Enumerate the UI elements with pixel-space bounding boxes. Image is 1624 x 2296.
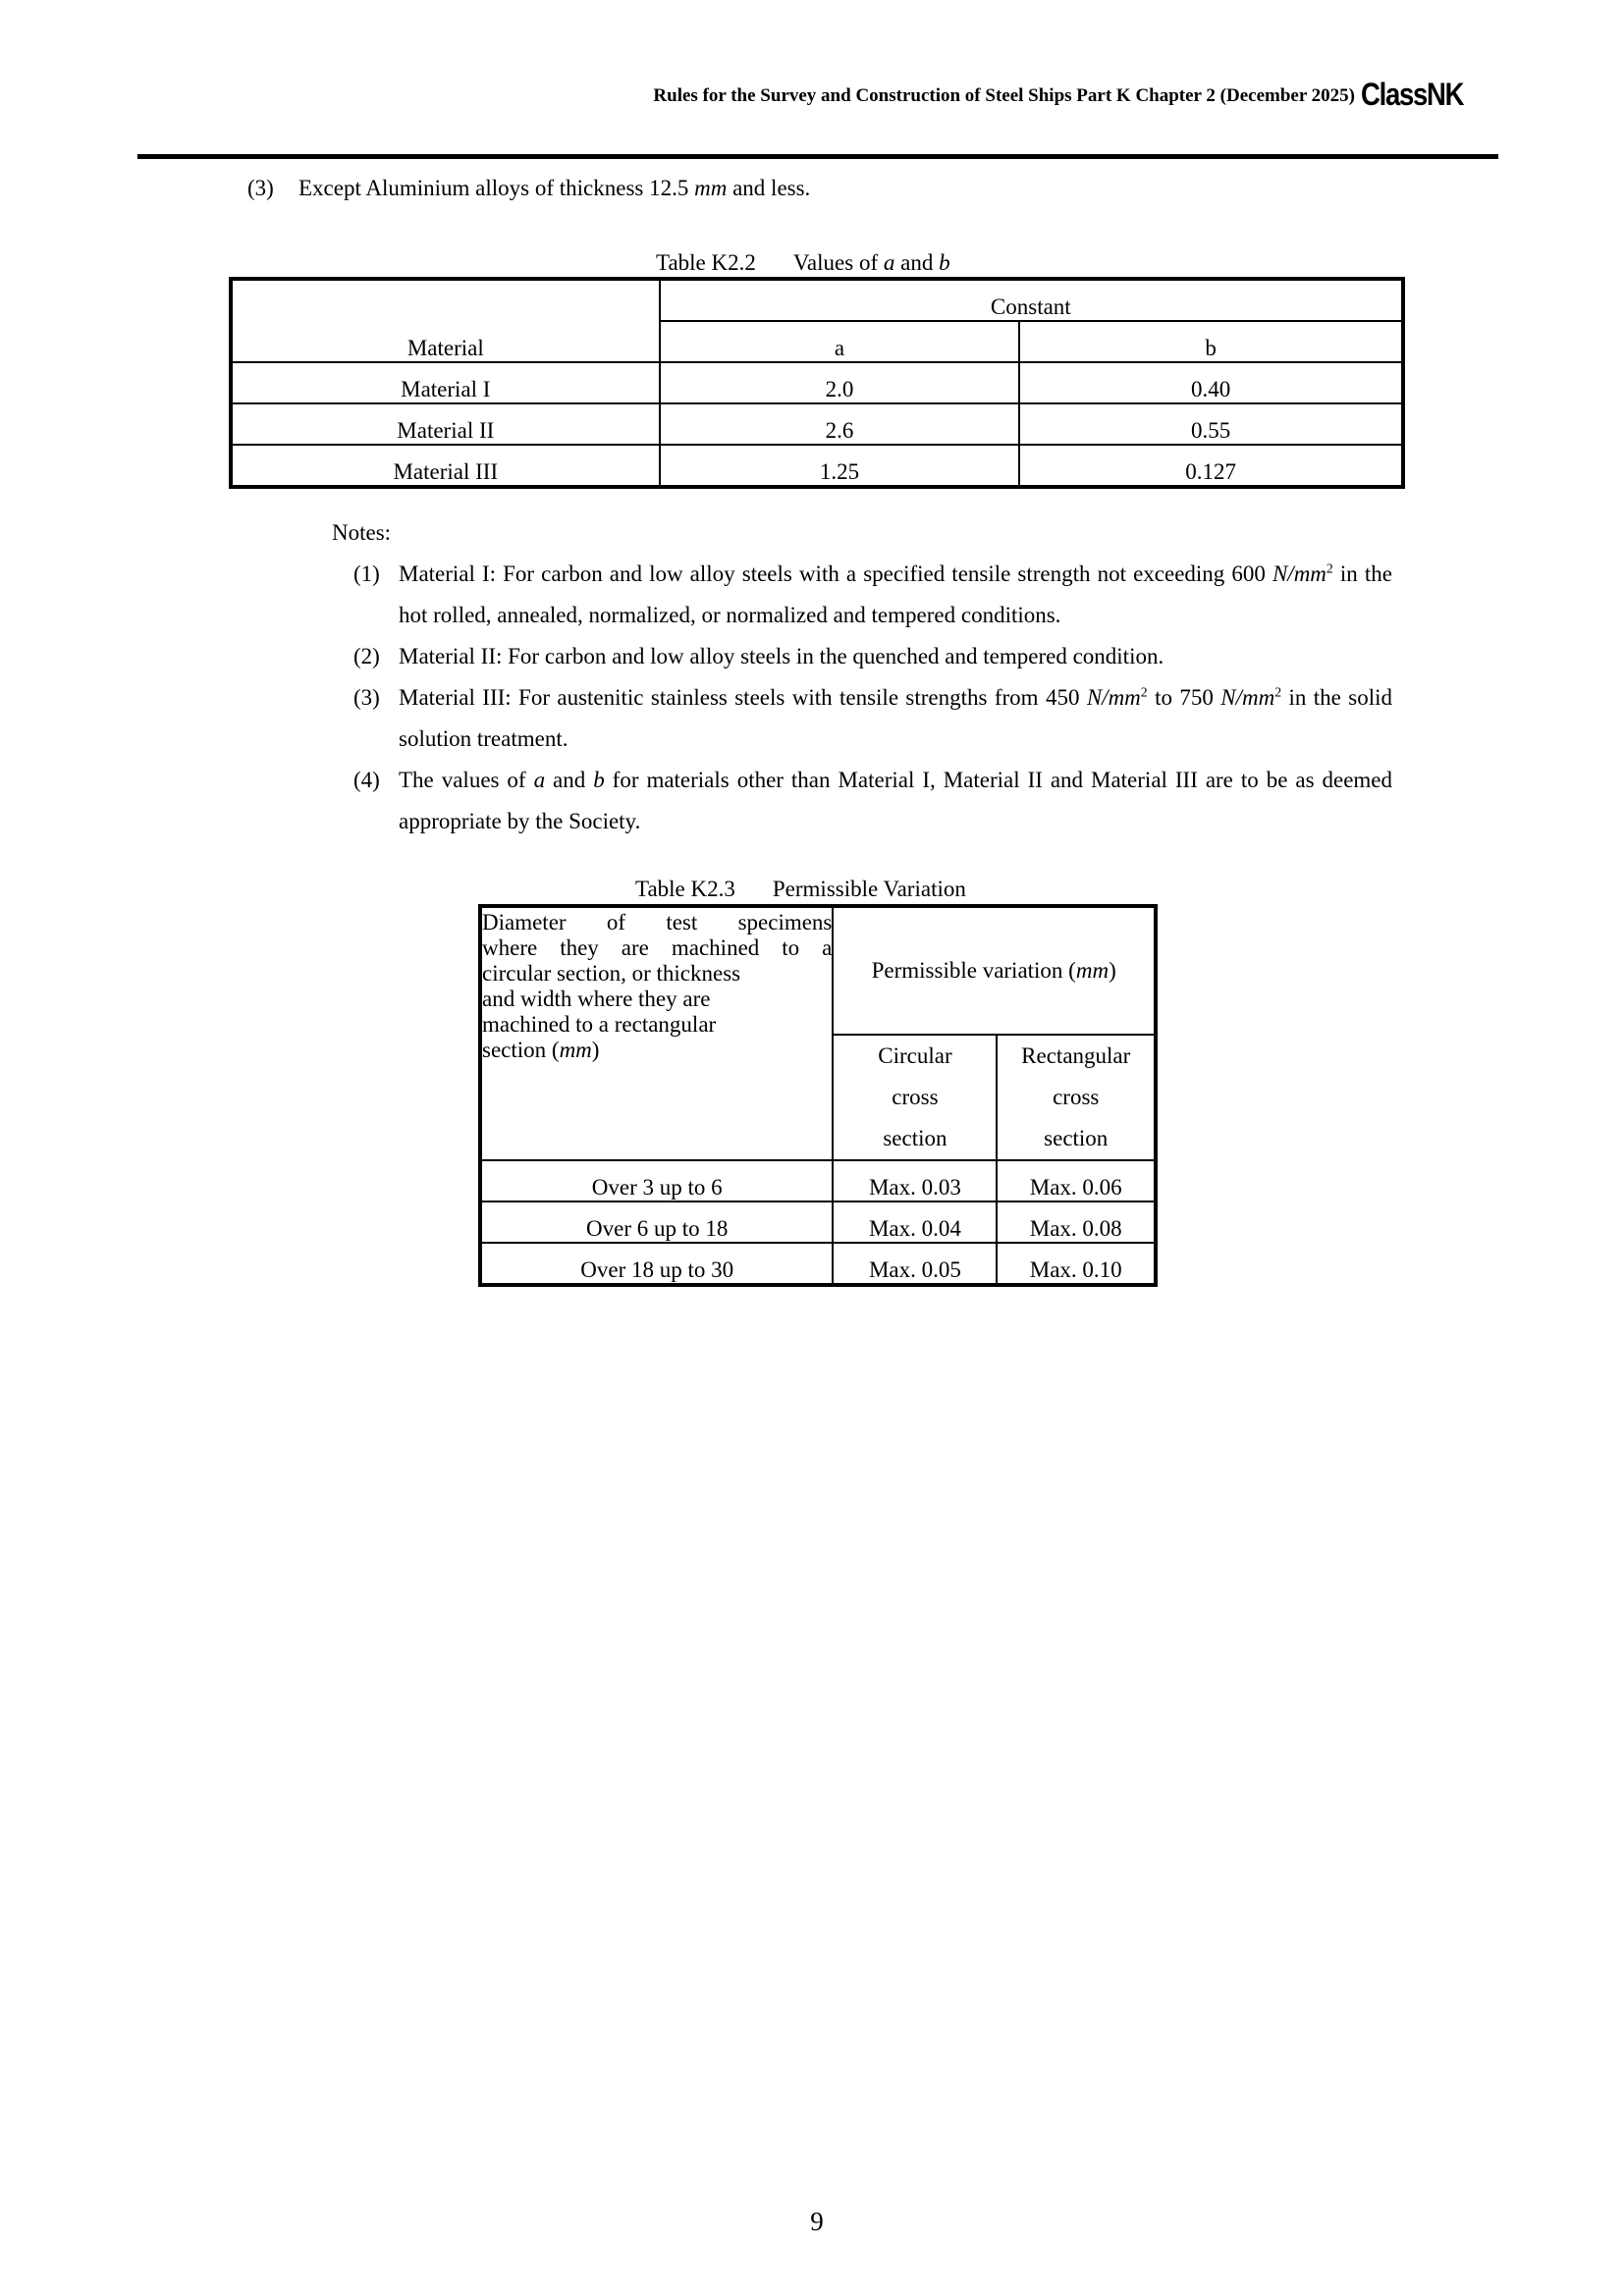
header-constant: Constant (660, 279, 1403, 321)
unit-mm: mm (1075, 958, 1110, 983)
superscript: 2 (1274, 684, 1282, 700)
note-text: Material I: For carbon and low alloy steels with a specified tensile strength not exceeding 600 (399, 561, 1272, 586)
cell-range: Over 18 up to 30 (480, 1243, 833, 1285)
header-text: ) (591, 1038, 600, 1062)
cell-rectangular: Max. 0.08 (997, 1201, 1156, 1243)
cell-material: Material I (231, 362, 660, 403)
header-a: a (660, 321, 1020, 362)
caption-text: Values of (792, 250, 884, 275)
page-number: 9 (810, 2207, 824, 2236)
cell-rectangular: Max. 0.10 (997, 1243, 1156, 1285)
cell-circular: Max. 0.03 (833, 1160, 997, 1201)
cell-circular: Max. 0.04 (833, 1201, 997, 1243)
notes-heading: Notes: (332, 520, 392, 545)
footnote-text-end: and less. (727, 176, 811, 200)
running-header: Rules for the Survey and Construction of Steel Ships Part K Chapter 2 (December 2025) (653, 85, 1355, 106)
caption-text-and: and (894, 250, 940, 275)
header-line: section (883, 1126, 947, 1150)
table-k22-caption-id: Table K2.2 (656, 250, 756, 275)
header-line: cross (1053, 1085, 1100, 1109)
classnk-logo: ClassNK (1361, 77, 1464, 112)
note-2 (332, 636, 1392, 677)
header-line: machined to a rectangular (482, 1012, 717, 1037)
header-permissible-variation (833, 906, 1156, 1035)
cell-material: Material III (231, 445, 660, 487)
cell-rectangular: Max. 0.06 (997, 1160, 1156, 1201)
caption-var-b: b (939, 250, 950, 275)
note-number: (4) (353, 768, 380, 792)
unit-n-mm: N/mm (1086, 685, 1141, 710)
cell-a: 2.6 (660, 403, 1020, 445)
table-k22-caption (656, 249, 950, 277)
header-divider (137, 154, 1498, 159)
note-3 (332, 677, 1392, 760)
notes-section (332, 512, 1392, 842)
header-diameter (480, 906, 833, 1160)
note-number: (1) (353, 561, 380, 586)
table-header-row (480, 906, 1156, 1035)
footnote-3 (247, 175, 810, 202)
unit-mm: mm (559, 1038, 592, 1062)
table-row (480, 1243, 1156, 1285)
superscript: 2 (1140, 684, 1148, 700)
table-k23-caption (635, 876, 966, 903)
table-k22-caption-title (793, 250, 950, 275)
caption-var-a: a (883, 250, 895, 275)
cell-a: 2.0 (660, 362, 1020, 403)
note-number: (2) (353, 644, 380, 668)
header-text: section ( (482, 1038, 560, 1062)
header-line: circular section, or thickness (482, 961, 741, 986)
unit-mm: mm (694, 176, 728, 200)
note-text: and (545, 768, 594, 792)
note-text: Material II: For carbon and low alloy steels in the quenched and tempered condition. (399, 644, 1164, 668)
cell-b: 0.127 (1019, 445, 1403, 487)
cell-circular: Max. 0.05 (833, 1243, 997, 1285)
cell-a: 1.25 (660, 445, 1020, 487)
note-text: The values of (399, 768, 534, 792)
table-k22 (229, 277, 1405, 489)
header-line: cross (892, 1085, 939, 1109)
unit-n-mm: N/mm (1272, 561, 1326, 586)
header-line: where they are machined to a (482, 935, 833, 960)
header-material: Material (231, 279, 660, 362)
header-text: ) (1109, 958, 1116, 983)
footnote-text-start: Except Aluminium alloys of thickness 12.5 (298, 176, 695, 200)
note-text: in the solid solution treatment. (399, 685, 1393, 751)
table-row (231, 403, 1403, 445)
header-line: Circular (878, 1043, 952, 1068)
cell-material: Material II (231, 403, 660, 445)
unit-n-mm: N/mm (1220, 685, 1275, 710)
header-line: and width where they are (482, 987, 711, 1011)
table-row (480, 1201, 1156, 1243)
note-text: for materials other than Material I, Material II and Material III are to be as deemed appropriate by the Society. (399, 768, 1392, 833)
note-4 (332, 760, 1392, 842)
header-line: section (1044, 1126, 1109, 1150)
note-text: Material III: For austenitic stainless steels with tensile strengths from 450 (399, 685, 1087, 710)
cell-b: 0.55 (1019, 403, 1403, 445)
header-line (482, 1038, 832, 1063)
cell-range: Over 3 up to 6 (480, 1160, 833, 1201)
cell-range: Over 6 up to 18 (480, 1201, 833, 1243)
note-number: (3) (353, 685, 380, 710)
table-k23-caption-title: Permissible Variation (772, 877, 966, 901)
table-k23-caption-id: Table K2.3 (635, 877, 735, 901)
note-text: to 750 (1147, 685, 1221, 710)
table-row (231, 362, 1403, 403)
var-b: b (593, 768, 605, 792)
footnote-number: (3) (247, 176, 274, 200)
var-a: a (533, 768, 546, 792)
header-line: Rectangular (1021, 1043, 1131, 1068)
header-b: b (1019, 321, 1403, 362)
cell-b: 0.40 (1019, 362, 1403, 403)
table-row (231, 445, 1403, 487)
table-row (480, 1160, 1156, 1201)
header-text: Permissible variation ( (871, 958, 1076, 983)
header-line: Diameter of test specimens (482, 910, 833, 934)
note-1 (332, 554, 1392, 636)
header-rectangular (997, 1035, 1156, 1160)
table-k23 (478, 904, 1158, 1287)
note-text: in the hot rolled, annealed, normalized, or normalized and tempered conditions. (399, 561, 1392, 627)
superscript: 2 (1326, 561, 1333, 576)
header-circular (833, 1035, 997, 1160)
table-header-row (231, 279, 1403, 321)
